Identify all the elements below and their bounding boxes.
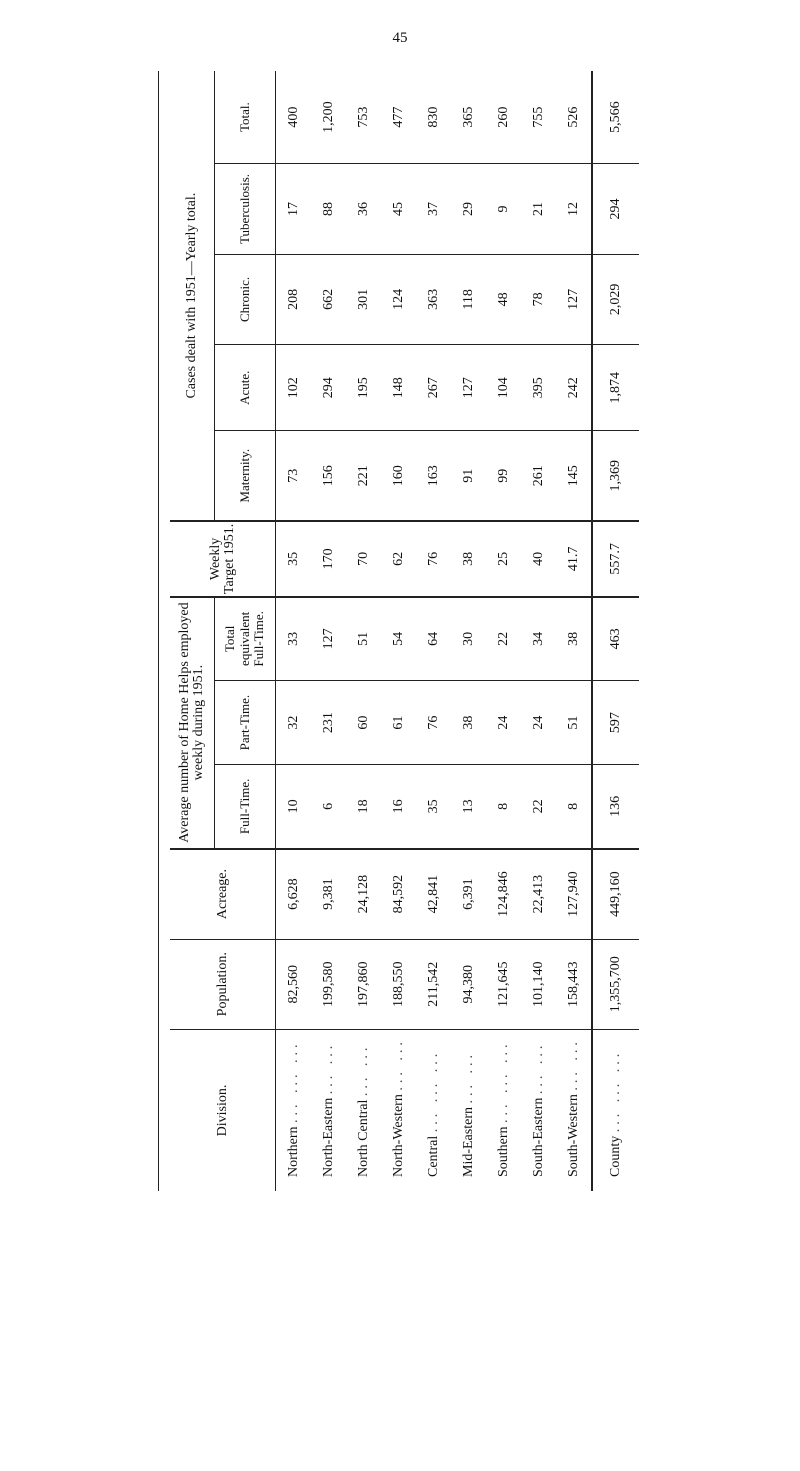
part-time-cell: 61 [381,681,416,765]
part-time-cell: 32 [276,681,312,765]
tuberculosis-cell: 21 [521,164,556,254]
division-cell [451,1029,486,1191]
dot-leaders: ... ... ... [495,1040,511,1123]
dot-leaders: ... ... [355,1043,371,1097]
full-time-cell: 16 [390,799,406,814]
weekly-target-header: Weekly Target 1951. [170,521,276,596]
weekly-target-cell: 40 [521,521,556,596]
weekly-target-cell: 76 [416,521,451,596]
maternity-cell: 73 [285,468,301,483]
chronic-cell: 208 [276,254,312,344]
table-row [556,71,592,1191]
equivalent-cell: 34 [521,597,556,681]
acreage-cell: 6,391 [451,849,486,939]
maternity-cell: 91 [460,468,476,483]
acute-cell: 294 [311,345,346,431]
division-cell [556,1029,592,1191]
acute-cell: 195 [346,345,381,431]
maternity-cell: 163 [425,465,441,487]
total-cell: 400 [276,71,312,164]
tuberculosis-cell: 36 [346,164,381,254]
chronic-cell: 48 [486,254,521,344]
cases-header: Cases dealt with 1951—Yearly total. [170,71,215,521]
maternity-cell: 261 [530,465,546,487]
tuberculosis-header: Tuberculosis. [215,164,276,254]
total-cell: 477 [381,71,416,164]
full-time-cell: 13 [460,799,476,814]
dot-leaders: ... ... ... [285,1040,301,1123]
division-cell [416,1029,451,1191]
maternity-header: Maternity. [215,431,276,521]
weekly-target-cell: 25 [486,521,521,596]
acute-cell: 102 [276,345,312,431]
total-cell: 753 [346,71,381,164]
page-number: 45 [392,30,408,46]
weekly-target-cell: 557.7 [592,521,639,596]
chronic-cell: 118 [451,254,486,344]
home-help-statistics-table [170,71,639,1191]
acute-cell: 104 [486,345,521,431]
full-time-cell: 22 [530,799,546,814]
division-cell [346,1029,381,1191]
acreage-cell: 22,413 [521,849,556,939]
division-name: Northern [285,1126,301,1177]
full-time-cell: 136 [592,765,639,849]
acreage-cell: 124,846 [486,849,521,939]
table-row [521,71,556,1191]
chronic-cell: 78 [521,254,556,344]
table-row [416,71,451,1191]
acute-cell: 1,874 [592,345,639,431]
acreage-cell: 6,628 [276,849,312,939]
acreage-cell: 42,841 [416,849,451,939]
acreage-cell: 84,592 [381,849,416,939]
acute-cell: 148 [381,345,416,431]
table-row [381,71,416,1191]
population-cell: 101,140 [521,939,556,1029]
division-name: South-Eastern [530,1097,546,1177]
chronic-cell: 662 [311,254,346,344]
full-time-cell: 8 [565,802,581,810]
maternity-cell: 99 [495,468,511,483]
weekly-target-cell: 62 [381,521,416,596]
acreage-header: Acreage. [170,849,276,939]
weekly-target-cell: 38 [451,521,486,596]
population-header: Population. [170,939,276,1029]
population-cell: 94,380 [451,939,486,1029]
chronic-header: Chronic. [215,254,276,344]
division-name: Southern [495,1126,511,1177]
full-time-cell: 35 [425,799,441,814]
part-time-cell: 24 [521,681,556,765]
part-time-cell: 231 [311,681,346,765]
equivalent-cell: 127 [311,597,346,681]
table-row [451,71,486,1191]
division-cell [486,1029,521,1191]
acute-cell: 395 [521,345,556,431]
dot-leaders: ... ... ... [425,1049,441,1133]
division-name: County [608,1135,623,1177]
equivalent-cell: 51 [346,597,381,681]
home-helps-header: Average number of Home Helps employed weekly during 1951. [170,597,215,849]
table-header [170,71,276,1191]
division-cell [381,1029,416,1191]
tuberculosis-cell: 88 [311,164,346,254]
total-header: Total. [215,71,276,164]
full-time-cell: 8 [495,802,511,810]
acute-cell: 127 [451,345,486,431]
population-cell: 197,860 [346,939,381,1029]
division-cell [521,1029,556,1191]
division-cell [311,1029,346,1191]
division-cell [592,1029,639,1191]
county-total-row [592,71,639,1191]
weekly-target-cell: 170 [311,521,346,596]
total-cell: 526 [556,71,592,164]
dot-leaders: ... ... [530,1041,546,1095]
population-cell: 199,580 [311,939,346,1029]
part-time-cell: 60 [346,681,381,765]
part-time-cell: 76 [416,681,451,765]
table-row [311,71,346,1191]
dot-leaders: ... ... [460,1051,476,1104]
weekly-target-cell: 35 [276,521,312,596]
tuberculosis-cell: 294 [592,164,639,254]
division-name: South-Western [565,1094,581,1177]
division-name: Central [425,1135,441,1177]
chronic-cell: 2,029 [592,254,639,344]
acreage-cell: 449,160 [592,849,639,939]
maternity-cell: 160 [390,465,406,487]
tuberculosis-cell: 37 [416,164,451,254]
table-row [346,71,381,1191]
chronic-cell: 301 [346,254,381,344]
table-body [276,71,640,1191]
full-time-cell: 18 [355,799,371,814]
acute-cell: 242 [556,345,592,431]
total-cell: 260 [486,71,521,164]
maternity-cell: 1,369 [592,431,639,521]
full-time-cell: 10 [285,799,301,814]
population-cell: 211,542 [416,939,451,1029]
division-cell [276,1029,312,1191]
table-row [276,71,312,1191]
chronic-cell: 363 [416,254,451,344]
equivalent-header: Total equivalent Full-Time. [215,597,276,681]
equivalent-cell: 33 [276,597,312,681]
part-time-cell: 51 [556,681,592,765]
chronic-cell: 124 [381,254,416,344]
dot-leaders: ... ... ... [608,1049,623,1133]
total-cell: 755 [521,71,556,164]
population-cell: 121,645 [486,939,521,1029]
division-name: North-Eastern [320,1097,336,1177]
table-wrapper [170,71,639,1191]
total-cell: 365 [451,71,486,164]
equivalent-cell: 64 [416,597,451,681]
equivalent-cell: 463 [592,597,639,681]
division-name: Mid-Eastern [460,1107,476,1177]
table-top-rule [158,71,159,1191]
division-name: North-Western [390,1094,406,1177]
total-cell: 1,200 [311,71,346,164]
tuberculosis-cell: 9 [486,164,521,254]
acreage-cell: 24,128 [346,849,381,939]
part-time-cell: 597 [592,681,639,765]
equivalent-cell: 38 [556,597,592,681]
equivalent-cell: 22 [486,597,521,681]
acreage-cell: 127,940 [556,849,592,939]
population-cell: 1,355,700 [592,939,639,1029]
total-cell: 5,566 [592,71,639,164]
part-time-header: Part-Time. [215,681,276,765]
maternity-cell: 221 [355,465,371,487]
part-time-cell: 38 [451,681,486,765]
dot-leaders: ... ... [390,1038,406,1091]
dot-leaders: ... ... [565,1038,581,1091]
division-header: Division. [170,1029,276,1191]
chronic-cell: 127 [556,254,592,344]
population-cell: 188,550 [381,939,416,1029]
population-cell: 82,560 [276,939,312,1029]
division-name: North Central [355,1099,371,1177]
full-time-header: Full-Time. [215,765,276,849]
table-row [486,71,521,1191]
full-time-cell: 6 [320,802,336,810]
tuberculosis-cell: 12 [556,164,592,254]
total-cell: 830 [416,71,451,164]
maternity-cell: 145 [565,465,581,487]
equivalent-cell: 54 [381,597,416,681]
part-time-cell: 24 [486,681,521,765]
weekly-target-cell: 41.7 [556,521,592,596]
equivalent-cell: 30 [451,597,486,681]
tuberculosis-cell: 17 [276,164,312,254]
tuberculosis-cell: 29 [451,164,486,254]
tuberculosis-cell: 45 [381,164,416,254]
acute-cell: 267 [416,345,451,431]
weekly-target-cell: 70 [346,521,381,596]
dot-leaders: ... ... [320,1041,336,1095]
population-cell: 158,443 [556,939,592,1029]
acute-header: Acute. [215,345,276,431]
maternity-cell: 156 [320,465,336,487]
acreage-cell: 9,381 [311,849,346,939]
